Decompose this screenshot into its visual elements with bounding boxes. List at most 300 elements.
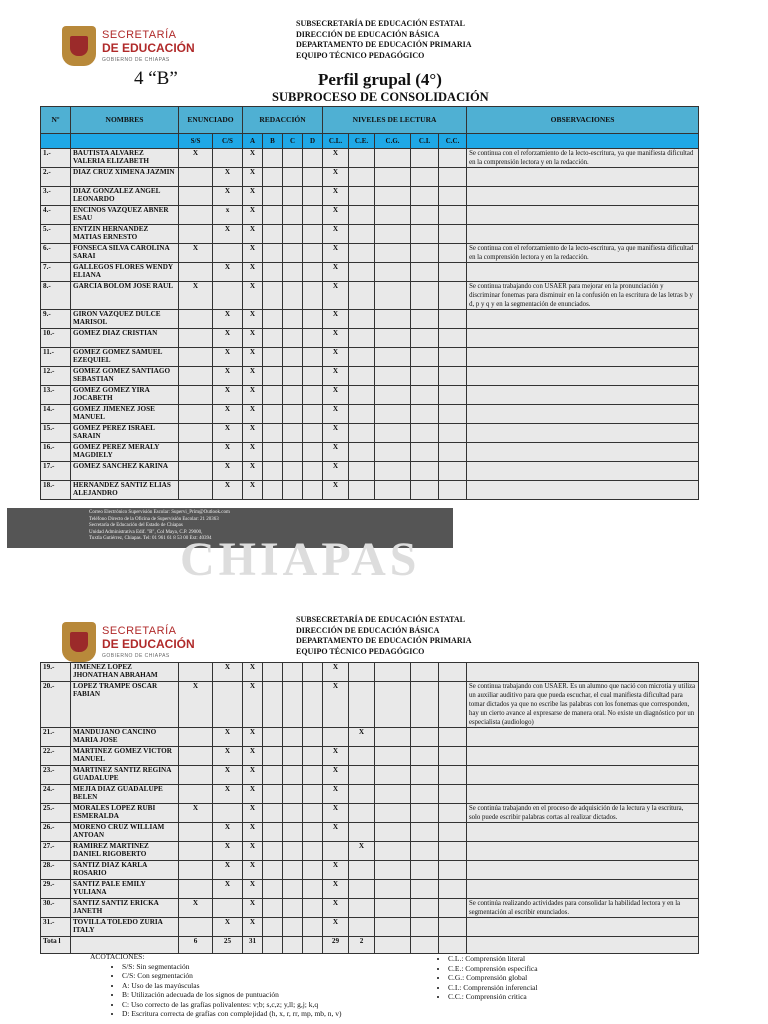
- student-name: RAMIREZ MARTINEZ DANIEL RIGOBERTO: [71, 842, 179, 861]
- mark-cell: X: [213, 728, 243, 747]
- mark-cell: [411, 918, 439, 937]
- mark-cell: [303, 880, 323, 899]
- mark-cell: [283, 823, 303, 842]
- mark-cell: X: [243, 206, 263, 225]
- subheader-cs: C/S: [213, 134, 243, 149]
- footer-line: Correo Electrónico Supervisión Escolar: Supervi_Prim@Outlook.com: [89, 510, 230, 515]
- mark-cell: X: [243, 682, 263, 728]
- footer-line: Unidad Administrativa Edif. "B", Col Maya, C.P. 29000,: [89, 529, 203, 535]
- mark-cell: [349, 861, 375, 880]
- mark-cell: [283, 263, 303, 282]
- mark-cell: X: [243, 842, 263, 861]
- mark-cell: [439, 663, 467, 682]
- mark-cell: [349, 747, 375, 766]
- observation-cell: [467, 728, 699, 747]
- student-name: HERNANDEZ SANTIZ ELIAS ALEJANDRO: [71, 481, 179, 500]
- chiapas-watermark: CHIAPAS: [180, 533, 421, 586]
- mark-cell: X: [243, 310, 263, 329]
- mark-cell: X: [243, 225, 263, 244]
- col-names: NOMBRES: [71, 107, 179, 134]
- table-row: [41, 823, 699, 842]
- observation-cell: [467, 386, 699, 405]
- row-number: 12.-: [41, 367, 71, 386]
- mark-cell: [179, 663, 213, 682]
- observation-cell: Se continúa trabajando en el proceso de adquisición de la lectura y la escritura, solo puede escribir palabras cortas al realizar dictados.: [467, 804, 699, 823]
- header-line: EQUIPO TÉCNICO PEDAGÓGICO: [296, 50, 425, 60]
- mark-cell: X: [213, 386, 243, 405]
- mark-cell: [283, 747, 303, 766]
- mark-cell: [283, 149, 303, 168]
- page-title: Perfil grupal (4°): [318, 70, 442, 89]
- mark-cell: [375, 263, 411, 282]
- row-number: 5.-: [41, 225, 71, 244]
- mark-cell: [375, 405, 411, 424]
- institution-header: [296, 615, 472, 657]
- mark-cell: X: [213, 443, 243, 462]
- student-name: MORALES LOPEZ RUBI ESMERALDA: [71, 804, 179, 823]
- mark-cell: [263, 899, 283, 918]
- row-number: 20.-: [41, 682, 71, 728]
- mark-cell: [303, 823, 323, 842]
- observation-cell: [467, 225, 699, 244]
- table-row: [41, 263, 699, 282]
- mark-cell: [349, 386, 375, 405]
- mark-cell: [439, 861, 467, 880]
- mark-cell: [375, 206, 411, 225]
- table-row: [41, 329, 699, 348]
- row-number: 15.-: [41, 424, 71, 443]
- row-number: 11.-: [41, 348, 71, 367]
- mark-cell: [439, 263, 467, 282]
- mark-cell: [439, 244, 467, 263]
- mark-cell: [411, 804, 439, 823]
- mark-cell: [411, 785, 439, 804]
- mark-cell: [411, 443, 439, 462]
- mark-cell: [179, 348, 213, 367]
- observation-cell: [467, 424, 699, 443]
- table-row: [41, 206, 699, 225]
- nivel-item: • C.L.: Comprensión literal: [448, 954, 538, 964]
- mark-cell: [303, 663, 323, 682]
- mark-cell: X: [213, 168, 243, 187]
- mark-cell: [411, 225, 439, 244]
- mark-cell: [303, 310, 323, 329]
- mark-cell: [303, 244, 323, 263]
- chiapas-seal-icon: [62, 622, 96, 662]
- mark-cell: X: [323, 168, 349, 187]
- logo-line-3: GOBIERNO DE CHIAPAS: [102, 653, 170, 659]
- mark-cell: X: [179, 149, 213, 168]
- mark-cell: X: [323, 206, 349, 225]
- mark-cell: [283, 663, 303, 682]
- nivel-item: • C.C.: Comprensión critica: [448, 992, 538, 1002]
- mark-cell: [349, 329, 375, 348]
- mark-cell: X: [213, 918, 243, 937]
- mark-cell: X: [243, 149, 263, 168]
- mark-cell: X: [213, 225, 243, 244]
- mark-cell: [349, 168, 375, 187]
- mark-cell: X: [349, 728, 375, 747]
- table-row: [41, 187, 699, 206]
- mark-cell: [303, 481, 323, 500]
- mark-cell: [411, 747, 439, 766]
- mark-cell: [349, 282, 375, 310]
- mark-cell: [411, 282, 439, 310]
- mark-cell: [303, 804, 323, 823]
- mark-cell: [263, 187, 283, 206]
- mark-cell: [439, 443, 467, 462]
- subheader-cc: C.C.: [439, 134, 467, 149]
- mark-cell: [439, 747, 467, 766]
- totals-row: [41, 937, 699, 954]
- mark-cell: X: [213, 785, 243, 804]
- mark-cell: [303, 405, 323, 424]
- table-row: [41, 443, 699, 462]
- mark-cell: [323, 728, 349, 747]
- student-name: TOVILLA TOLEDO ZURIA ITALY: [71, 918, 179, 937]
- mark-cell: X: [213, 367, 243, 386]
- totals-obs: [467, 937, 699, 954]
- observation-cell: [467, 842, 699, 861]
- profile-table-1: [40, 106, 699, 500]
- mark-cell: [283, 187, 303, 206]
- mark-cell: X: [323, 348, 349, 367]
- observation-cell: [467, 206, 699, 225]
- total-cell: [283, 937, 303, 954]
- mark-cell: X: [213, 187, 243, 206]
- mark-cell: [283, 424, 303, 443]
- mark-cell: X: [243, 918, 263, 937]
- row-number: 6.-: [41, 244, 71, 263]
- mark-cell: [263, 663, 283, 682]
- mark-cell: X: [179, 899, 213, 918]
- nivel-item: • C.I.: Comprensión inferencial: [448, 983, 538, 993]
- row-number: 18.-: [41, 481, 71, 500]
- table-row: [41, 367, 699, 386]
- mark-cell: [375, 481, 411, 500]
- row-number: 24.-: [41, 785, 71, 804]
- footer-line: Secretaría de Educación del Estado de Chiapas: [89, 523, 183, 528]
- mark-cell: X: [213, 861, 243, 880]
- mark-cell: X: [323, 149, 349, 168]
- mark-cell: [411, 149, 439, 168]
- mark-cell: [375, 747, 411, 766]
- observation-cell: [467, 861, 699, 880]
- table-row: [41, 481, 699, 500]
- table-row: [41, 804, 699, 823]
- mark-cell: [411, 766, 439, 785]
- total-cell: [439, 937, 467, 954]
- mark-cell: [375, 918, 411, 937]
- row-number: 13.-: [41, 386, 71, 405]
- student-name: SANTIZ SANTIZ ERICKA JANETH: [71, 899, 179, 918]
- mark-cell: [439, 367, 467, 386]
- mark-cell: [263, 225, 283, 244]
- row-number: 16.-: [41, 443, 71, 462]
- mark-cell: [411, 462, 439, 481]
- mark-cell: X: [213, 663, 243, 682]
- row-number: 2.-: [41, 168, 71, 187]
- mark-cell: X: [349, 842, 375, 861]
- mark-cell: [263, 263, 283, 282]
- secretaria-logo: [62, 622, 195, 666]
- student-name: MORENO CRUZ WILLIAM ANTOAN: [71, 823, 179, 842]
- mark-cell: [375, 367, 411, 386]
- mark-cell: X: [323, 367, 349, 386]
- mark-cell: [179, 842, 213, 861]
- mark-cell: [349, 823, 375, 842]
- student-name: MARTINEZ GOMEZ VICTOR MANUEL: [71, 747, 179, 766]
- mark-cell: X: [323, 663, 349, 682]
- mark-cell: [263, 842, 283, 861]
- mark-cell: [375, 386, 411, 405]
- mark-cell: [179, 310, 213, 329]
- mark-cell: [439, 149, 467, 168]
- mark-cell: [179, 880, 213, 899]
- header-line: SUBSECRETARÍA DE EDUCACIÓN ESTATAL: [296, 615, 465, 624]
- mark-cell: [303, 766, 323, 785]
- mark-cell: [263, 728, 283, 747]
- mark-cell: [283, 842, 303, 861]
- mark-cell: [283, 804, 303, 823]
- mark-cell: [179, 187, 213, 206]
- mark-cell: [179, 747, 213, 766]
- institution-header: [296, 19, 472, 61]
- mark-cell: X: [243, 481, 263, 500]
- mark-cell: [263, 918, 283, 937]
- subheader-cg: C.G.: [375, 134, 411, 149]
- mark-cell: X: [213, 310, 243, 329]
- student-name: GOMEZ SANCHEZ KARINA: [71, 462, 179, 481]
- total-cell: 31: [243, 937, 263, 954]
- mark-cell: X: [323, 282, 349, 310]
- mark-cell: [439, 386, 467, 405]
- mark-cell: [263, 424, 283, 443]
- observation-cell: [467, 918, 699, 937]
- mark-cell: X: [213, 842, 243, 861]
- mark-cell: [179, 481, 213, 500]
- mark-cell: [179, 728, 213, 747]
- observation-cell: [467, 329, 699, 348]
- mark-cell: X: [323, 424, 349, 443]
- mark-cell: [283, 206, 303, 225]
- mark-cell: X: [323, 310, 349, 329]
- col-enunciado: ENUNCIADO: [179, 107, 243, 134]
- mark-cell: X: [323, 481, 349, 500]
- mark-cell: [263, 462, 283, 481]
- mark-cell: [263, 329, 283, 348]
- mark-cell: [263, 861, 283, 880]
- student-name: ENTZIN HERNANDEZ MATIAS ERNESTO: [71, 225, 179, 244]
- table-row: [41, 842, 699, 861]
- mark-cell: [303, 899, 323, 918]
- mark-cell: [375, 310, 411, 329]
- mark-cell: [411, 367, 439, 386]
- mark-cell: [349, 481, 375, 500]
- table-row: [41, 348, 699, 367]
- mark-cell: X: [213, 424, 243, 443]
- mark-cell: [303, 329, 323, 348]
- row-number: 30.-: [41, 899, 71, 918]
- mark-cell: X: [323, 747, 349, 766]
- mark-cell: [439, 206, 467, 225]
- mark-cell: [375, 804, 411, 823]
- mark-cell: [375, 766, 411, 785]
- acotacion-item: • B: Utilización adecuada de los signos de puntuación: [122, 990, 342, 1000]
- total-cell: [375, 937, 411, 954]
- mark-cell: [283, 918, 303, 937]
- mark-cell: [179, 225, 213, 244]
- mark-cell: [283, 785, 303, 804]
- mark-cell: [375, 842, 411, 861]
- student-name: GOMEZ PEREZ ISRAEL SARAIN: [71, 424, 179, 443]
- logo-line-1: SECRETARÍA: [102, 625, 177, 637]
- observation-cell: [467, 348, 699, 367]
- total-cell: 29: [323, 937, 349, 954]
- logo-line-2: DE EDUCACIÓN: [102, 637, 195, 651]
- mark-cell: [411, 187, 439, 206]
- mark-cell: [283, 310, 303, 329]
- mark-cell: [283, 481, 303, 500]
- table-row: [41, 918, 699, 937]
- row-number: 8.-: [41, 282, 71, 310]
- acotacion-item: • C: Uso correcto de las grafías polivalentes: v;b; s,c,z; y,ll; g,j; k,q: [122, 1000, 342, 1010]
- student-name: SANTIZ PALE EMILY YULIANA: [71, 880, 179, 899]
- mark-cell: [303, 842, 323, 861]
- mark-cell: [375, 899, 411, 918]
- subheader-ci: C.I.: [411, 134, 439, 149]
- mark-cell: [303, 424, 323, 443]
- mark-cell: [349, 367, 375, 386]
- mark-cell: [303, 187, 323, 206]
- mark-cell: [411, 206, 439, 225]
- student-name: DIAZ CRUZ XIMENA JAZMIN: [71, 168, 179, 187]
- mark-cell: [375, 348, 411, 367]
- mark-cell: X: [243, 823, 263, 842]
- mark-cell: [439, 348, 467, 367]
- observation-cell: Se continua trabajando con USAER para mejorar en la pronunciación y discriminar fonemas para disminuir en la confusión en la escritura de las letras b y d, p y q y en la segmentación de enunciados.: [467, 282, 699, 310]
- mark-cell: [283, 386, 303, 405]
- observation-cell: [467, 747, 699, 766]
- mark-cell: [349, 918, 375, 937]
- mark-cell: X: [243, 329, 263, 348]
- mark-cell: [213, 899, 243, 918]
- acotaciones-title: ACOTACIONES:: [90, 952, 145, 961]
- table-row: [41, 766, 699, 785]
- mark-cell: X: [243, 282, 263, 310]
- student-name: GOMEZ GOMEZ YIRA JOCABETH: [71, 386, 179, 405]
- mark-cell: X: [179, 804, 213, 823]
- row-number: 10.-: [41, 329, 71, 348]
- subheader-cell: [41, 134, 71, 149]
- student-name: GIRON VAZQUEZ DULCE MARISOL: [71, 310, 179, 329]
- mark-cell: [375, 462, 411, 481]
- mark-cell: [263, 244, 283, 263]
- mark-cell: [375, 663, 411, 682]
- mark-cell: [375, 187, 411, 206]
- mark-cell: X: [323, 225, 349, 244]
- observation-cell: [467, 367, 699, 386]
- student-name: MARTINEZ SANTIZ REGINA GUADALUPE: [71, 766, 179, 785]
- mark-cell: X: [323, 682, 349, 728]
- student-name: ENCINOS VAZQUEZ ABNER ESAU: [71, 206, 179, 225]
- mark-cell: [213, 244, 243, 263]
- table-row: [41, 663, 699, 682]
- mark-cell: [179, 405, 213, 424]
- mark-cell: [263, 168, 283, 187]
- student-name: MEJIA DIAZ GUADALUPE BELEN: [71, 785, 179, 804]
- mark-cell: [411, 481, 439, 500]
- student-name: BAUTISTA ALVAREZ VALERIA ELIZABETH: [71, 149, 179, 168]
- footer-line: Teléfono Directo de la Oficina de Supervisión Escolar: 21 20363: [89, 516, 219, 522]
- mark-cell: [349, 405, 375, 424]
- page-subtitle: SUBPROCESO DE CONSOLIDACIÓN: [272, 90, 489, 104]
- row-number: 31.-: [41, 918, 71, 937]
- mark-cell: [375, 880, 411, 899]
- subheader-ce: C.E.: [349, 134, 375, 149]
- mark-cell: [375, 329, 411, 348]
- observation-cell: [467, 462, 699, 481]
- mark-cell: [283, 682, 303, 728]
- table-row: [41, 682, 699, 728]
- mark-cell: X: [323, 766, 349, 785]
- mark-cell: [303, 443, 323, 462]
- row-number: 23.-: [41, 766, 71, 785]
- mark-cell: X: [323, 244, 349, 263]
- mark-cell: X: [323, 405, 349, 424]
- mark-cell: X: [243, 443, 263, 462]
- mark-cell: [263, 880, 283, 899]
- row-number: 27.-: [41, 842, 71, 861]
- mark-cell: [375, 443, 411, 462]
- mark-cell: [375, 785, 411, 804]
- header-line: DIRECCIÓN DE EDUCACIÓN BÁSICA: [296, 29, 440, 39]
- mark-cell: [439, 462, 467, 481]
- student-name: FONSECA SILVA CAROLINA SARAI: [71, 244, 179, 263]
- observation-cell: [467, 443, 699, 462]
- observation-cell: [467, 766, 699, 785]
- mark-cell: [411, 244, 439, 263]
- mark-cell: [411, 682, 439, 728]
- observation-cell: Se continua con el reforzamiento de la lecto-escritura, ya que manifiesta dificultad en la comprensión lectora y en la redacción.: [467, 149, 699, 168]
- mark-cell: X: [213, 405, 243, 424]
- mark-cell: [283, 880, 303, 899]
- mark-cell: [411, 329, 439, 348]
- mark-cell: X: [323, 329, 349, 348]
- row-number: 14.-: [41, 405, 71, 424]
- mark-cell: [439, 405, 467, 424]
- subheader-c: C: [283, 134, 303, 149]
- mark-cell: [179, 823, 213, 842]
- student-name: GOMEZ JIMENEZ JOSE MANUEL: [71, 405, 179, 424]
- mark-cell: [439, 785, 467, 804]
- observation-cell: [467, 310, 699, 329]
- mark-cell: [439, 329, 467, 348]
- acotaciones: [90, 952, 342, 1019]
- mark-cell: X: [243, 367, 263, 386]
- mark-cell: X: [213, 329, 243, 348]
- mark-cell: [179, 785, 213, 804]
- mark-cell: [349, 663, 375, 682]
- table-row: [41, 310, 699, 329]
- mark-cell: [179, 424, 213, 443]
- mark-cell: [283, 282, 303, 310]
- mark-cell: x: [213, 206, 243, 225]
- totals-label: Tota l: [41, 937, 71, 954]
- mark-cell: [439, 766, 467, 785]
- mark-cell: [179, 206, 213, 225]
- subheader-cell: [71, 134, 179, 149]
